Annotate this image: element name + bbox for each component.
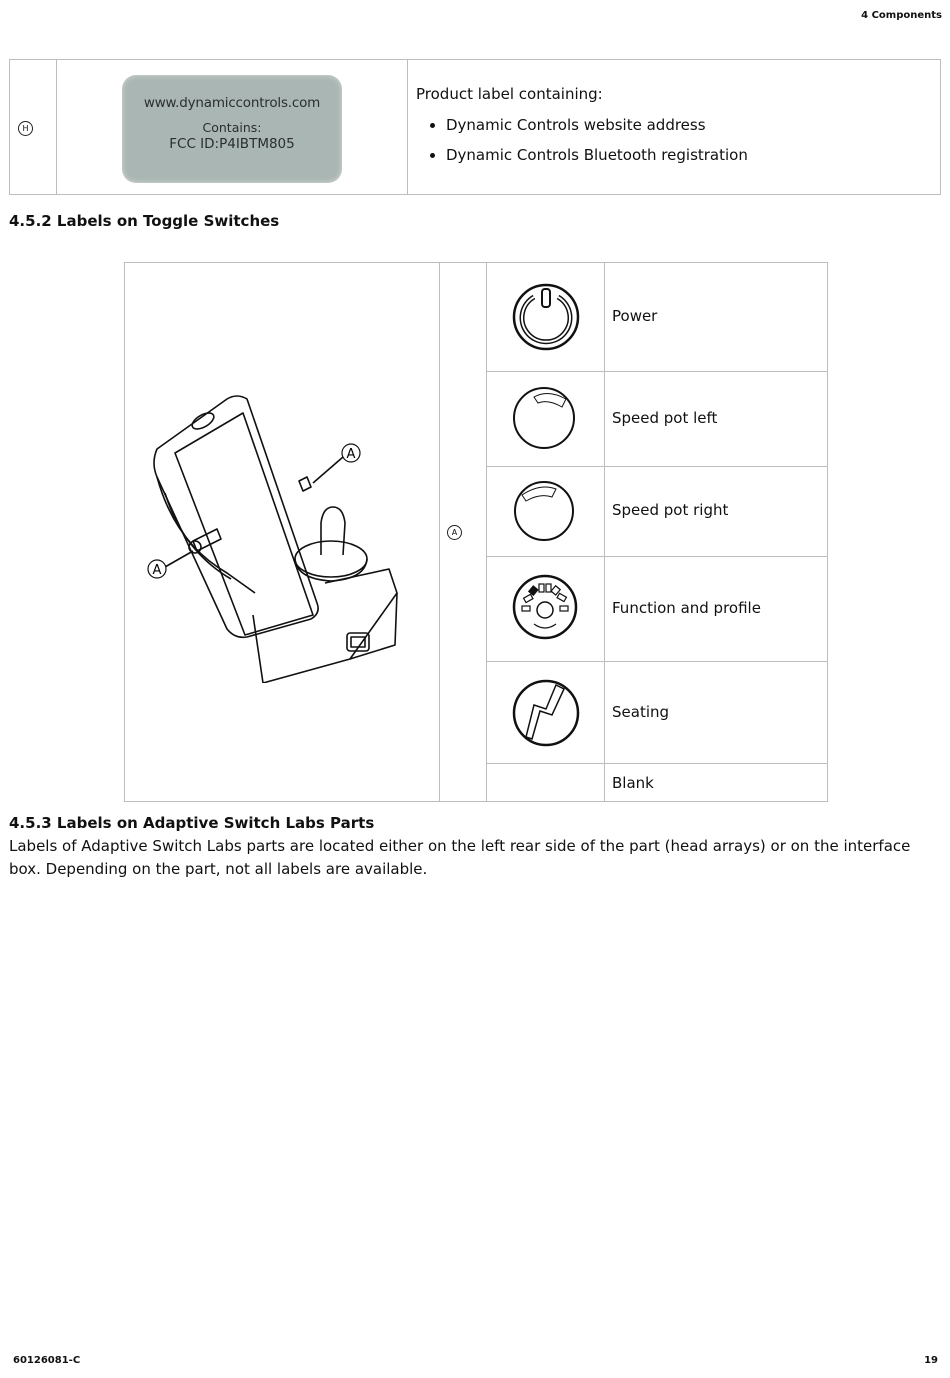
product-label-image-cell [57, 60, 408, 194]
section-heading-453: 4.5.3 Labels on Adaptive Switch Labs Parts [9, 814, 375, 832]
row-letter-cell [10, 60, 57, 194]
product-label-bullets [408, 116, 748, 176]
speed-pot-right-icon [512, 481, 576, 541]
drawing-callout-text-1: A [346, 447, 356, 462]
seating-icon [512, 679, 580, 747]
toggle-label-seating: Seating [612, 703, 670, 721]
power-icon [512, 283, 580, 351]
product-label-table [9, 59, 941, 195]
toggle-switch-table [124, 262, 828, 802]
row-letter-h: H [18, 121, 33, 136]
section-heading-452: 4.5.2 Labels on Toggle Switches [9, 212, 280, 230]
product-label-line-2: Contains: [202, 120, 262, 135]
product-label-image [122, 75, 342, 183]
bullet-bluetooth: • Dynamic Controls Bluetooth registration [446, 146, 748, 164]
section-453-paragraph: Labels of Adaptive Switch Labs parts are located either on the left rear side of the part (head arrays) or on the interface box. Depending on the part, not all labels are available. [9, 837, 911, 878]
speed-pot-left-icon [512, 387, 576, 449]
toggle-label-power: Power [612, 307, 658, 325]
doc-number: 60126081-C [13, 1355, 81, 1366]
page-number: 19 [924, 1355, 938, 1366]
drawing-callout-text-2: A [152, 563, 162, 578]
function-profile-icon [512, 574, 578, 640]
product-label-description-cell [408, 60, 940, 194]
product-label-line-1: www.dynamiccontrols.com [143, 95, 321, 111]
product-label-line-3: FCC ID:P4IBTM805 [169, 136, 295, 152]
toggle-label-speed-pot-left: Speed pot left [612, 409, 718, 427]
toggle-label-speed-pot-right: Speed pot right [612, 501, 729, 519]
toggle-label-function-profile: Function and profile [612, 599, 761, 617]
running-head: 4 Components [861, 10, 942, 21]
toggle-callout-a: A [447, 525, 462, 540]
joystick-controller-drawing [135, 383, 430, 683]
product-label-description: Product label containing: [416, 85, 603, 103]
toggle-label-blank: Blank [612, 774, 654, 792]
bullet-website: • Dynamic Controls website address [446, 116, 748, 134]
